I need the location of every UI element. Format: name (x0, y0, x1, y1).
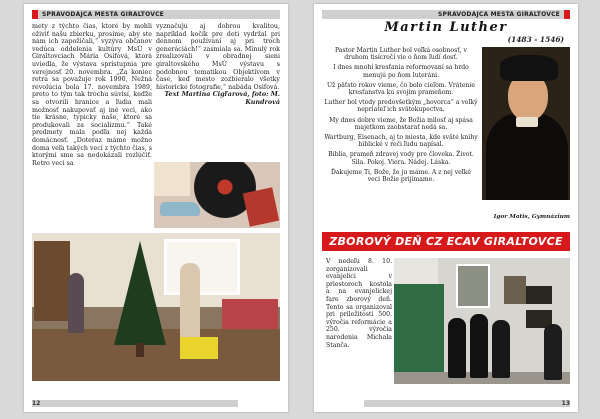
clergy-figure-shape (448, 318, 466, 378)
memorial-plaque-shape (526, 286, 552, 304)
poem-stanza: My dnes dobre vieme, že Božia milosť aj spása majetkom zaobstarať nedá sa. (329, 116, 473, 131)
page-header-right (322, 10, 570, 19)
church-door-shape (504, 276, 526, 304)
page-right (314, 4, 578, 412)
clergy-figure-shape (544, 324, 562, 380)
green-tent-shape (394, 284, 444, 384)
luther-title: Martin Luther (384, 20, 508, 35)
poem-stanza: Ďakujeme Ti, Bože, že ju máme. A z nej veľké veci Božie prijímame. (331, 168, 471, 184)
christmas-tree-shape (114, 241, 166, 345)
church-window-shape (456, 264, 490, 308)
article-column-1 (32, 23, 152, 235)
page-number-left: 12 (32, 400, 41, 407)
poem-stanza: Pastor Martin Luther bol veľká osobnosť, v druhom tisícročí vie o ňom ľudí dosť. (335, 47, 467, 62)
photo-church-event (394, 258, 570, 384)
toy-car-shape (160, 202, 200, 216)
poem-stanza: I dnes mnohí kresťania reformovaní sa hrdo menujú po ňom luteráni. (333, 64, 469, 79)
portrait-collar-shape (516, 117, 538, 127)
header-title-left: SPRAVODAJCA MESTA GIRALTOVCE (42, 11, 164, 18)
article-byline: Text Martina Cigľarová, foto: M. Kundrová (164, 90, 280, 107)
page-header-left (32, 10, 280, 19)
poem-stanza: Biblia, prameň zdravej vody pre človeka. Život. Sila. Pokoj. Viera. Nádej. Láska. (328, 151, 474, 166)
poem-stanza: Luther bol vtedy predovšetkým „hovorca“ a veľký nepriateľ ich svätokupectva. (324, 99, 478, 114)
page-number-right: 13 (561, 400, 570, 407)
luther-poem (324, 47, 478, 186)
room-person-right-shape (180, 263, 200, 343)
header-title-right: SPRAVODAJCA MESTA GIRALTOVCE (438, 11, 560, 18)
clergy-figure-shape (470, 314, 488, 378)
room-window-shape (164, 239, 240, 295)
yellow-box-shape (180, 337, 218, 359)
page-footer-right (364, 400, 570, 407)
poem-stanza: Wartburg, Eisenach, aj to miesta, kde sväté knihy biblické v reči ľudu napísal. (324, 134, 478, 149)
book-shape (243, 187, 279, 226)
portrait-hat-shape (500, 55, 558, 81)
photo-paper-shape (154, 162, 190, 196)
clergy-figure-shape (492, 320, 510, 378)
room-person-left-shape (68, 273, 84, 333)
event-text: V nedeľu 8. 10. zorganizovali evanjelici v priestoroch kostola a na evanjelickej fare zborový deň. Tento sa organizoval pri príležitosti 500. výročia reformácie a 250. výročia narodenia Michala Stanča. (326, 258, 392, 349)
room-shelf-shape (34, 241, 70, 321)
page-left (24, 4, 288, 412)
event-banner: ZBOROVÝ DEŇ CZ ECAV GIRALTOVCE (322, 232, 570, 251)
luther-years: (1483 - 1546) (507, 35, 564, 44)
page-footer-left (32, 400, 238, 407)
luther-caption: Igor Matis, Gymnázium (493, 214, 570, 220)
poem-stanza: Už päťsto rokov vieme, čo bolo cieľom. Vrátenie kresťanstva ku svojím prameňom. (327, 81, 475, 97)
photo-vinyl-record (154, 162, 280, 228)
article-col1-text: mety z týchto čias, ktoré by mohli oživiť našu zbierku, prosíme, aby ste nám ich zapožičali,“ vyzýva občanov vedúca oddelenia kultúry MsÚ v Giraltovciach Mária Osifová, ktorá uviedla, že výstava sprístupnia pre verejnosť 20. novembra. „Za koniec retra sa považuje rok 1990, Nežná revolúcia bola 17. novembra 1989, preto to tým tak trochu súvisí, keďže sa otvorili hranice a ľudia mali možnosť nakupovať aj iné veci, ako tie krásne, typicky naše, ktoré sa produkovali za socializmu.“ Také predmety mala podľa nej každá domácnosť. „Doteraz máme možno doma veľa takých vecí z týchto čias, s ktorými sme sa nedokázali rozlúčiť. Retro veci sa (32, 23, 152, 167)
article-column-2 (156, 23, 280, 159)
photo-retro-room (32, 233, 280, 381)
tree-trunk-shape (136, 343, 144, 357)
article-col2-text: vyznačujú aj dobrou kvalitou, napríklad kočík pre deti vydržal pri dennom používaní aj pri troch generáciách!“ zasmiala sa. Minulý rok zrealizovali v obradnej sieni giraltovského MsÚ výstavu s podobnou tematikou Objektívom v čase, keď mesto zozbieralo všetky historické fotografie,“ nabáda Osifová. (156, 23, 280, 91)
red-tablecloth-shape (222, 299, 278, 329)
portrait-martin-luther (482, 47, 570, 200)
